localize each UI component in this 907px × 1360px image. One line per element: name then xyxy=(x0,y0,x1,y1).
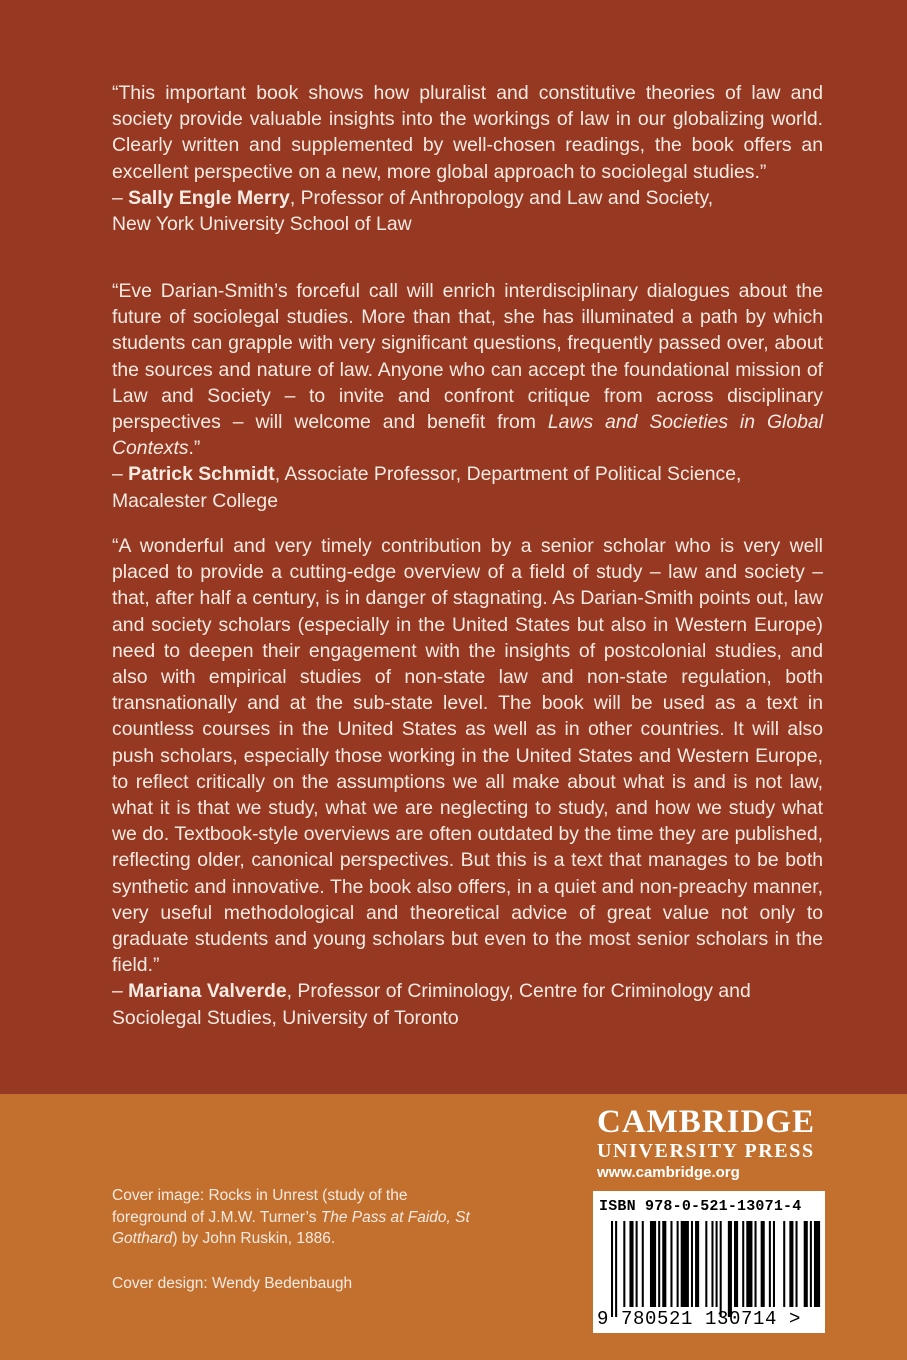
quote-author: Mariana Valverde xyxy=(128,980,287,1003)
barcode-bar xyxy=(810,1221,812,1307)
publisher-logo xyxy=(597,1104,823,1184)
barcode-bar xyxy=(705,1221,707,1307)
barcode-bar xyxy=(658,1221,660,1307)
isbn-digits: 9 780521 130714 > xyxy=(597,1308,802,1330)
quote-affiliation: , Professor of Criminology, Centre for Criminology and xyxy=(286,980,751,1003)
barcode-bar xyxy=(636,1221,638,1307)
quote-affiliation: , Associate Professor, Department of Political Science, xyxy=(274,463,742,486)
quote-attribution: – Sally Engle Merry, Professor of Anthropology and Law and Society, xyxy=(112,186,714,209)
barcode-bar xyxy=(734,1221,738,1307)
publisher-url: www.cambridge.org xyxy=(597,1164,740,1181)
barcode-bar xyxy=(720,1221,722,1317)
barcode-bar xyxy=(755,1221,757,1307)
barcode-bar xyxy=(623,1221,625,1307)
barcode-bar xyxy=(742,1221,744,1307)
barcode-bar xyxy=(629,1221,633,1307)
quote-affiliation-line2: New York University School of Law xyxy=(112,213,412,236)
cover-design-credit: Cover design: Wendy Bedenbaugh xyxy=(112,1275,353,1292)
barcode-bar xyxy=(615,1221,617,1317)
barcode-bar xyxy=(611,1221,613,1317)
painting-title: The Pass at Faido, St Gotthard xyxy=(112,1208,470,1247)
quote-text: “A wonderful and very timely contribution by a senior scholar who is very well placed to provide a cutting-edge overview of a field of study – law and society – that, after half a century, is in danger of stagnating. As Darian-Smith points out, law and society scholars (especially in the United States but also in Western Europe) need to deepen their engagement with the insights of postcolonial studies, and also with empirical studies of non-state law and non-state regulation, both transnationally and at the sub-state level. The book will be used as a text in countless courses in the United States as well as in other countries. It will also push scholars, especially those working in the United States and Western Europe, to reflect critically on the assumptions we all make about what is and is not law, what it is that we study, what we are neglecting to study, and how we study what we do. Textbook-style overviews are often outdated by the time they are published, reflecting older, canonical perspectives. But this is a text that manages to be both synthetic and innovative. The book also offers, in a quiet and non-preachy manner, very useful methodological and theoretical advice of great value not only to graduate students and young scholars but even to the most senior scholars in the field.” xyxy=(112,535,823,977)
barcode-bar xyxy=(769,1221,771,1307)
quote-author: Sally Engle Merry xyxy=(128,186,290,209)
endorsement-quote-3 xyxy=(112,533,823,1031)
publisher-name: CAMBRIDGE xyxy=(597,1104,816,1140)
isbn-label: ISBN 978-0-521-13071-4 xyxy=(599,1198,802,1215)
barcode-bar xyxy=(789,1221,793,1307)
endorsement-quote-1 xyxy=(112,80,823,237)
barcode-bar xyxy=(695,1221,699,1307)
quote-affiliation-line2: Sociolegal Studies, University of Toronto xyxy=(112,1006,459,1029)
barcode-bar xyxy=(783,1221,785,1307)
barcode-bar xyxy=(691,1221,693,1307)
barcode-bar xyxy=(804,1221,808,1307)
barcode-bar xyxy=(761,1221,765,1307)
quote-author: Patrick Schmidt xyxy=(128,463,275,486)
barcode-bar xyxy=(670,1221,672,1307)
publisher-subname: UNIVERSITY PRESS xyxy=(597,1140,815,1162)
barcode-bar xyxy=(650,1221,656,1307)
barcode-bar xyxy=(716,1221,718,1307)
quote-text: “This important book shows how pluralist and constitutive theories of law and society provide valuable insights into the workings of law in our globalizing world. Clearly written and supplemented by well-chosen readings, the book offers an excellent perspective on a new, more global approach to sociolegal studies.” xyxy=(112,82,823,183)
barcode-bar xyxy=(677,1221,679,1307)
barcode-bar xyxy=(796,1221,798,1307)
barcode-bar xyxy=(814,1221,820,1307)
quote-attribution: – Mariana Valverde, Professor of Criminology, Centre for Criminology and xyxy=(112,980,751,1003)
book-title: Laws and Societies in Global Contexts xyxy=(112,411,823,460)
barcode-bar xyxy=(711,1221,713,1307)
quote-affiliation-line2: Macalester College xyxy=(112,489,278,512)
barcode-bar xyxy=(662,1221,666,1307)
quote-affiliation: , Professor of Anthropology and Law and Society, xyxy=(289,186,714,209)
isbn-barcode xyxy=(593,1191,825,1333)
quote-text: “Eve Darian-Smith’s forceful call will enrich interdisciplinary dialogues about the future of sociolegal studies. More than that, she has illuminated a path by which students can grapple with very significant questions, frequently passed over, about the sources and nature of law. Anyone who can accept the foundational mission of Law and Society – to invite and confront critique from across disciplinary perspectives – will welcome and benefit from Laws and Societies in Global Contexts.” xyxy=(112,280,823,460)
barcode-bar xyxy=(728,1221,732,1317)
barcode-bar xyxy=(681,1221,689,1307)
endorsement-quote-2 xyxy=(112,278,823,514)
barcode-bar xyxy=(746,1221,752,1307)
barcode-bar xyxy=(642,1221,644,1307)
barcode-bar xyxy=(773,1221,775,1307)
quote-attribution: – Patrick Schmidt, Associate Professor, Department of Political Science, xyxy=(112,463,742,486)
cover-image-credit: Cover image: Rocks in Unrest (study of the foreground of J.M.W. Turner’s The Pass at Faido, St Gotthard) by John Ruskin, 1886. xyxy=(112,1187,470,1247)
